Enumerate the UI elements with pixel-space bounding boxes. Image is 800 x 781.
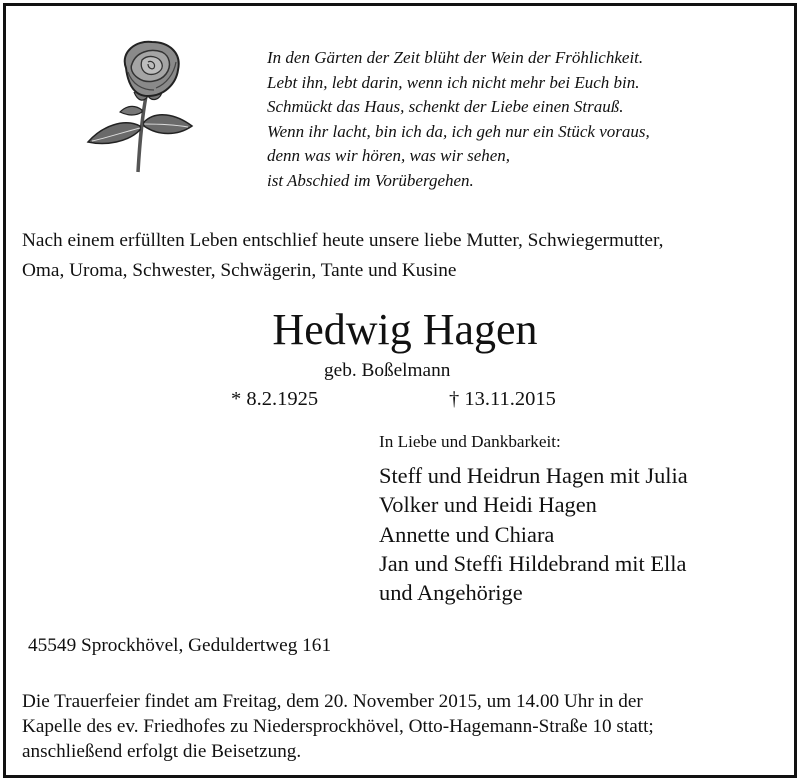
maiden-name: geb. Boßelmann <box>324 360 451 381</box>
intro-line: Nach einem erfüllten Leben entschlief heute unsere liebe Mutter, Schwiegermutter, <box>22 230 664 251</box>
birth-date: * 8.2.1925 <box>231 388 319 410</box>
deceased-name: Hedwig Hagen <box>272 305 538 354</box>
mourner-name: Volker und Heidi Hagen <box>379 492 597 518</box>
funeral-details <box>22 689 654 764</box>
poem-line: Wenn ihr lacht, bin ich da, ich geh nur ein Stück voraus, <box>267 121 650 141</box>
funeral-line: Kapelle des ev. Friedhofes zu Niedersprockhövel, Otto-Hagemann-Straße 10 statt; <box>22 716 654 737</box>
poem <box>267 46 650 194</box>
poem-line: denn was wir hören, was wir sehen, <box>267 146 511 166</box>
poem-line: Schmückt das Haus, schenkt der Liebe einen Strauß. <box>267 97 624 117</box>
mourner-name: Annette und Chiara <box>379 521 555 547</box>
poem-line: ist Abschied im Vorübergehen. <box>267 170 474 190</box>
death-date: † 13.11.2015 <box>449 388 556 410</box>
mourner-name: Steff und Heidrun Hagen mit Julia <box>379 463 688 488</box>
funeral-line: anschließend erfolgt die Beisetzung. <box>22 741 302 762</box>
mourners-list <box>379 461 688 607</box>
mourner-name: und Angehörige <box>379 580 523 606</box>
rose-icon <box>84 38 202 174</box>
mourners-heading: In Liebe und Dankbarkeit: <box>379 432 561 451</box>
funeral-line: Die Trauerfeier findet am Freitag, dem 20. November 2015, um 14.00 Uhr in der <box>22 691 643 712</box>
poem-line: Lebt ihn, lebt darin, wenn ich nicht mehr bei Euch bin. <box>267 72 640 92</box>
poem-line: In den Gärten der Zeit blüht der Wein der Fröhlichkeit. <box>267 48 644 67</box>
intro-line: Oma, Uroma, Schwester, Schwägerin, Tante und Kusine <box>22 260 457 281</box>
deceased-name-block <box>0 304 800 356</box>
intro-text <box>22 226 663 286</box>
mourner-name: Jan und Steffi Hildebrand mit Ella <box>379 550 687 576</box>
address: 45549 Sprockhövel, Geduldertweg 161 <box>28 635 332 656</box>
